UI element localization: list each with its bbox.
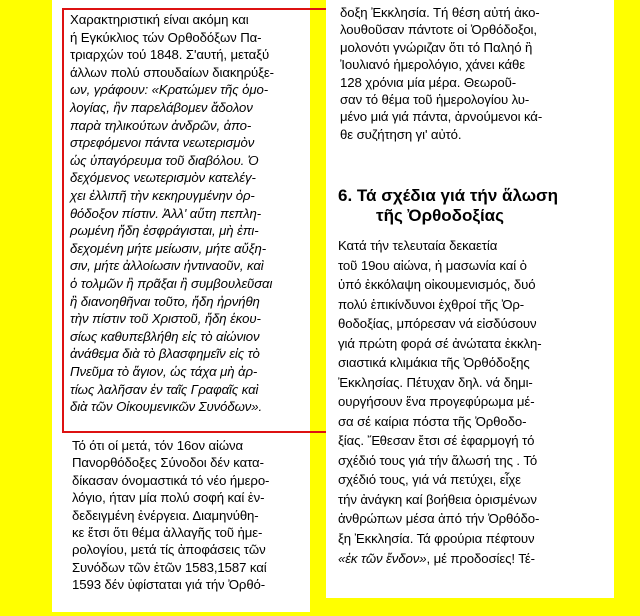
text-line: παρὰ τηλικούτων ἀνδρῶν, ἀπο- [70,117,252,133]
text-line: σίως καθυπεβλήθη εἰς τὸ αἰώνιον [70,328,260,344]
text-line: ὑπό ἐκκόλαψη οἰκουμενισμός, δυό [338,277,536,292]
text-line: τοῦ 19ου αἰώνα, ἡ μασωνία καί ὁ [338,257,527,273]
text-line: Χαρακτηριστική είναι ακόμη και [70,12,249,27]
text-line: διὰ τῶν Οἰκουμενικῶν Συνόδων». [70,399,263,415]
right-column [326,0,614,598]
text-line: Κατά τήν τελευταία δεκαετία [338,238,498,253]
text-line: τίως λαλῆσαν ἐν ταῖς Γραφαῖς καὶ [70,381,259,397]
text-line: κε ἔτσι ὅτι θέμα ἀλλαγῆς τοῦ ἡμε- [72,525,263,540]
text-line: σχέδιό τους γιά τήν ἅλωσή της . Τό [338,452,538,468]
text-line: Συνόδων τῶν ἐτῶν 1583,1587 καί [72,559,267,575]
text-line: δεχόμενος νεωτερισμὸν κατελέγ- [70,170,256,186]
quoted-phrase: «ἐκ τῶν ἔνδον» [338,551,427,566]
text-line: δίκασαν όνομαστικά τό νέο ήμερο- [72,472,270,488]
text-line: Τό ότι οί μετά, τόν 16ον αἰώνα [72,438,244,453]
text-line: σα σέ καίρια πόστα τῆς Ὀρθοδο- [338,413,527,429]
text-line: δοξη Ἐκκλησία. Τή θέση αὐτή ἀκο- [340,5,540,20]
text-line: μολονότι γνώριζαν ὅτι τό Παληό ἢ [340,39,533,55]
text-line: τριαρχών τού 1848. Σ'αυτή, μεταξύ [70,47,270,63]
text-line: ἢ διανοηθῆναι τοῦτο, ἤδη ἠρνήθη [70,293,260,309]
text-line: σιαστικά κλιμάκια τῆς Ὀρθόδοξης [338,355,530,370]
text-line: σιν, μήτε ἀλλοίωσιν ἡντιναοῦν, καὶ [70,258,264,274]
text-line: ουργήσουν ἕνα προγεφύρωμα μέ- [338,394,535,409]
text-line: δεχομένη μήτε μείωσιν, μήτε αὔξη- [70,240,267,256]
text-line: 128 χρόνια μία μέρα. Θεωροῦ- [340,74,517,90]
text-line: ων, γράφουν: «Κρατώμεν τῆς ὁμο- [70,82,268,98]
text-line: Ἰουλιανό ἡμερολόγιο, χάνει κάθε [340,57,525,73]
text-line: θοδοξίας, μπόρεσαν νά εἰσδύσουν [338,316,537,331]
text-line: στρεφόμενοι πάντα νεωτερισμὸν [70,135,255,151]
text-line: άλλων πολύ σπουδαίων διακηρύξε- [70,64,274,80]
text-line: λογίας, ἣν παρελάβομεν ἄδολον [70,100,253,115]
text-line: τὴν πίστιν τοῦ Χριστοῦ, ἤδη ἑκου- [70,311,261,327]
text-line: Πνεῦμα τὸ ἅγιον, ὡς τάχα μὴ ἀρ- [70,364,258,379]
text-line: ή Εγκύκλιος τών Ορθοδόξων Πα- [70,29,262,45]
text-line: θε συζήτηση γι' αὐτό. [340,126,462,142]
text-line: δεδειγμένη ἐνέργεια. Διαμηνύθη- [72,507,259,523]
text-line: 1593 δέν ὑφίσταται γιά τήν Ὀρθό- [72,577,266,593]
text-line: ξίας. Ἔθεσαν ἔτσι σέ ἐφαρμογή τό [338,433,535,448]
text-line: σχέδιό τους, γιά νά πετύχει, εἶχε [338,472,521,487]
last-line [338,550,535,567]
text-line: Πανορθόδοξες Σύνοδοι δέν κατα- [72,455,264,471]
text-line: ξη Ἐκκλησία. Τά φρούρια πέφτουν [338,530,535,546]
text-line: λουθοῦσαν πάντοτε οἱ Ὀρθόδοξοι, [340,22,537,38]
text-line: ρωμένη ἤδη ἐσφράγισται, μὴ ἐπι- [70,223,259,239]
text-line: λόγιο, ήταν μία πολύ σοφή καί ἐν- [72,490,265,506]
text-line: γιά πρώτη φορά σέ ἀνώτατα ἐκκλη- [338,335,542,351]
text-line: χει ἐλλιπῆ τὴν κεκηρυγμένην ὀρ- [70,188,255,203]
section-heading-line1: 6. Τά σχέδια γιά τήν ἅλωση [338,186,559,205]
text-line: ὁ τολμῶν ἢ πρᾶξαι ἢ συμβουλεῦσαι [70,276,273,291]
section-heading-line2: τῆς Ὀρθοδοξίας [376,206,504,225]
text-line: ὡς ὑπαγόρευμα τοῦ διαβόλου. Ὁ [70,152,259,168]
text-line: ρολογίου, μετά τίς ἀποφάσεις τῶν [72,542,266,558]
last-line-end: , μέ προδοσίες! Τέ- [426,551,535,566]
text-line: πολύ ἐπικίνδυνοι ἐχθροί τῆς Ὀρ- [338,296,525,312]
text-line: σαν τό θέμα τοῦ ἡμερολογίου λυ- [340,92,530,107]
text-line: τήν ἀνάγκη καί βοήθεια ὁρισμένων [338,491,537,507]
text-line: μένο μιά γιά πάντα, ἀρνούμενοι κά- [340,109,543,125]
text-line: Ἐκκλησίας. Πέτυχαν δηλ. νά δημι- [338,374,533,390]
text-line: ἀνάθεμα διὰ τὸ βλασφημεῖν εἰς τὸ [70,346,260,362]
text-line: θόδοξον πίστιν. Ἀλλ' αὕτη πεπλη- [70,205,262,221]
left-column [52,0,310,612]
text-line: ἀνθρώπων μέσα ἀπό τήν Ὀρθόδο- [338,511,540,526]
